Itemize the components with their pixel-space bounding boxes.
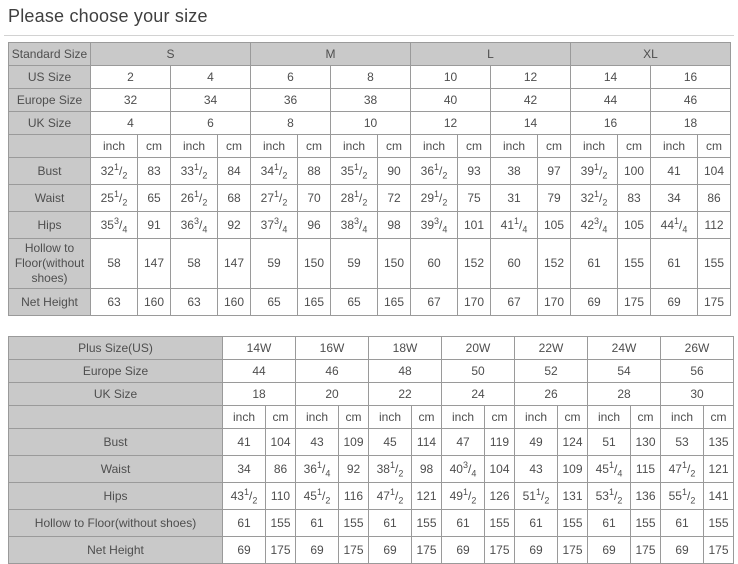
value-cell: $43^1/_2$ <box>223 483 266 510</box>
measure-row <box>9 510 734 537</box>
unit-cell: cm <box>378 135 411 158</box>
value-cell: 90 <box>378 158 411 185</box>
size-group-row <box>9 43 731 66</box>
value-cell: $44^1/_4$ <box>651 212 698 239</box>
value-cell: 104 <box>698 158 731 185</box>
value-cell: $27^1/_2$ <box>251 185 298 212</box>
plus-size-table <box>8 336 734 564</box>
measure-row <box>9 158 731 185</box>
size-cell: 2 <box>91 66 171 89</box>
value-cell: $45^1/_4$ <box>588 456 631 483</box>
unit-cell: cm <box>698 135 731 158</box>
value-cell: 155 <box>412 510 442 537</box>
value-cell: $37^3/_4$ <box>251 212 298 239</box>
value-cell: 160 <box>138 289 171 316</box>
size-group-cell: M <box>251 43 411 66</box>
value-cell: 69 <box>571 289 618 316</box>
value-cell: 53 <box>661 429 704 456</box>
value-cell: $39^3/_4$ <box>411 212 458 239</box>
value-cell: 165 <box>378 289 411 316</box>
value-cell: 61 <box>651 239 698 289</box>
unit-cell: cm <box>485 406 515 429</box>
value-cell: 51 <box>588 429 631 456</box>
value-cell: 170 <box>458 289 491 316</box>
measure-label-cell: Net Height <box>9 289 91 316</box>
size-cell: 8 <box>331 66 411 89</box>
unit-cell: cm <box>558 406 588 429</box>
value-cell: 155 <box>339 510 369 537</box>
value-cell: 34 <box>223 456 266 483</box>
value-cell: 68 <box>218 185 251 212</box>
value-cell: 69 <box>588 537 631 564</box>
value-cell: 175 <box>698 289 731 316</box>
size-group-cell: XL <box>571 43 731 66</box>
value-cell: 175 <box>485 537 515 564</box>
value-cell: $36^1/_2$ <box>411 158 458 185</box>
value-cell: 69 <box>223 537 266 564</box>
size-row <box>9 360 734 383</box>
value-cell: 109 <box>558 456 588 483</box>
value-cell: 59 <box>251 239 298 289</box>
size-cell: 8 <box>251 112 331 135</box>
row-label-cell: Plus Size(US) <box>9 337 223 360</box>
value-cell: 175 <box>558 537 588 564</box>
value-cell: 165 <box>298 289 331 316</box>
value-cell: 114 <box>412 429 442 456</box>
measure-label-cell: Bust <box>9 158 91 185</box>
value-cell: 47 <box>442 429 485 456</box>
size-cell: 16W <box>296 337 369 360</box>
value-cell: $42^3/_4$ <box>571 212 618 239</box>
size-group-cell: L <box>411 43 571 66</box>
value-cell: 86 <box>266 456 296 483</box>
value-cell: 150 <box>378 239 411 289</box>
value-cell: 92 <box>218 212 251 239</box>
value-cell: 59 <box>331 239 378 289</box>
value-cell: 155 <box>485 510 515 537</box>
value-cell: $26^1/_2$ <box>171 185 218 212</box>
size-cell: 20 <box>296 383 369 406</box>
size-cell: 6 <box>251 66 331 89</box>
unit-cell: cm <box>704 406 734 429</box>
row-label-cell: US Size <box>9 66 91 89</box>
value-cell: 175 <box>266 537 296 564</box>
unit-cell: cm <box>138 135 171 158</box>
value-cell: $47^1/_2$ <box>661 456 704 483</box>
value-cell: 69 <box>661 537 704 564</box>
unit-header-row <box>9 135 731 158</box>
size-cell: 44 <box>571 89 651 112</box>
value-cell: 130 <box>631 429 661 456</box>
value-cell: 61 <box>588 510 631 537</box>
measure-label-cell: Waist <box>9 185 91 212</box>
size-cell: 46 <box>651 89 731 112</box>
value-cell: 31 <box>491 185 538 212</box>
size-cell: 50 <box>442 360 515 383</box>
unit-row-label-cell <box>9 135 91 158</box>
value-cell: 147 <box>218 239 251 289</box>
value-cell: 93 <box>458 158 491 185</box>
size-cell: 14 <box>571 66 651 89</box>
value-cell: 60 <box>491 239 538 289</box>
size-cell: 36 <box>251 89 331 112</box>
value-cell: 86 <box>698 185 731 212</box>
page-title: Please choose your size <box>8 6 208 26</box>
value-cell: $38^3/_4$ <box>331 212 378 239</box>
value-cell: $41^1/_4$ <box>491 212 538 239</box>
value-cell: $38^1/_2$ <box>369 456 412 483</box>
unit-cell: inch <box>491 135 538 158</box>
unit-cell: inch <box>515 406 558 429</box>
unit-cell: inch <box>251 135 298 158</box>
value-cell: 175 <box>618 289 651 316</box>
value-cell: 155 <box>618 239 651 289</box>
value-cell: 58 <box>171 239 218 289</box>
row-label-cell: UK Size <box>9 383 223 406</box>
size-row <box>9 89 731 112</box>
value-cell: 63 <box>91 289 138 316</box>
measure-label-cell: Net Height <box>9 537 223 564</box>
row-label-cell: Europe Size <box>9 89 91 112</box>
value-cell: 112 <box>698 212 731 239</box>
size-cell: 32 <box>91 89 171 112</box>
size-row <box>9 337 734 360</box>
value-cell: 69 <box>515 537 558 564</box>
unit-header-row <box>9 406 734 429</box>
value-cell: 61 <box>369 510 412 537</box>
measure-label-cell: Bust <box>9 429 223 456</box>
value-cell: 175 <box>631 537 661 564</box>
size-cell: 4 <box>171 66 251 89</box>
value-cell: 63 <box>171 289 218 316</box>
value-cell: 104 <box>485 456 515 483</box>
unit-cell: inch <box>91 135 138 158</box>
value-cell: $53^1/_2$ <box>588 483 631 510</box>
size-cell: 26W <box>661 337 734 360</box>
size-cell: 20W <box>442 337 515 360</box>
value-cell: 160 <box>218 289 251 316</box>
value-cell: 136 <box>631 483 661 510</box>
value-cell: 83 <box>618 185 651 212</box>
value-cell: $36^1/_4$ <box>296 456 339 483</box>
value-cell: $36^3/_4$ <box>171 212 218 239</box>
value-cell: $40^3/_4$ <box>442 456 485 483</box>
value-cell: 61 <box>571 239 618 289</box>
value-cell: 61 <box>223 510 266 537</box>
measure-row <box>9 239 731 289</box>
value-cell: 65 <box>251 289 298 316</box>
value-cell: 170 <box>538 289 571 316</box>
value-cell: 155 <box>698 239 731 289</box>
value-cell: $32^1/_2$ <box>571 185 618 212</box>
value-cell: 69 <box>651 289 698 316</box>
value-cell: 91 <box>138 212 171 239</box>
row-label-cell: UK Size <box>9 112 91 135</box>
size-cell: 44 <box>223 360 296 383</box>
value-cell: 101 <box>458 212 491 239</box>
value-cell: $39^1/_2$ <box>571 158 618 185</box>
measure-row <box>9 456 734 483</box>
value-cell: 92 <box>339 456 369 483</box>
size-cell: 46 <box>296 360 369 383</box>
unit-cell: inch <box>223 406 266 429</box>
measure-row <box>9 212 731 239</box>
size-row <box>9 112 731 135</box>
value-cell: 45 <box>369 429 412 456</box>
value-cell: $33^1/_2$ <box>171 158 218 185</box>
value-cell: $51^1/_2$ <box>515 483 558 510</box>
unit-cell: cm <box>266 406 296 429</box>
unit-cell: cm <box>538 135 571 158</box>
value-cell: 109 <box>339 429 369 456</box>
value-cell: 147 <box>138 239 171 289</box>
unit-cell: cm <box>218 135 251 158</box>
measure-row <box>9 185 731 212</box>
size-cell: 14 <box>491 112 571 135</box>
title-divider <box>4 35 734 36</box>
measure-row <box>9 483 734 510</box>
value-cell: 58 <box>91 239 138 289</box>
value-cell: 110 <box>266 483 296 510</box>
value-cell: 100 <box>618 158 651 185</box>
measure-row <box>9 537 734 564</box>
value-cell: 61 <box>661 510 704 537</box>
value-cell: $45^1/_2$ <box>296 483 339 510</box>
measure-row <box>9 429 734 456</box>
standard-size-table-body <box>9 43 731 316</box>
size-cell: 28 <box>588 383 661 406</box>
value-cell: 116 <box>339 483 369 510</box>
value-cell: $34^1/_2$ <box>251 158 298 185</box>
size-cell: 10 <box>331 112 411 135</box>
unit-cell: inch <box>411 135 458 158</box>
value-cell: 60 <box>411 239 458 289</box>
value-cell: 84 <box>218 158 251 185</box>
size-cell: 26 <box>515 383 588 406</box>
unit-cell: cm <box>298 135 331 158</box>
value-cell: 126 <box>485 483 515 510</box>
unit-cell: inch <box>296 406 339 429</box>
value-cell: $55^1/_2$ <box>661 483 704 510</box>
value-cell: $29^1/_2$ <box>411 185 458 212</box>
value-cell: 104 <box>266 429 296 456</box>
value-cell: 69 <box>296 537 339 564</box>
value-cell: $49^1/_2$ <box>442 483 485 510</box>
unit-cell: inch <box>588 406 631 429</box>
value-cell: 43 <box>515 456 558 483</box>
value-cell: 152 <box>538 239 571 289</box>
plus-size-table-body <box>9 337 734 564</box>
value-cell: 121 <box>704 456 734 483</box>
size-cell: 22 <box>369 383 442 406</box>
measure-label-cell: Hips <box>9 483 223 510</box>
value-cell: 61 <box>515 510 558 537</box>
value-cell: 88 <box>298 158 331 185</box>
value-cell: $47^1/_2$ <box>369 483 412 510</box>
value-cell: 72 <box>378 185 411 212</box>
value-cell: 121 <box>412 483 442 510</box>
size-cell: 40 <box>411 89 491 112</box>
value-cell: 83 <box>138 158 171 185</box>
unit-cell: cm <box>339 406 369 429</box>
unit-cell: inch <box>331 135 378 158</box>
value-cell: 67 <box>411 289 458 316</box>
size-cell: 42 <box>491 89 571 112</box>
size-cell: 16 <box>651 66 731 89</box>
unit-cell: cm <box>458 135 491 158</box>
value-cell: 105 <box>618 212 651 239</box>
value-cell: 105 <box>538 212 571 239</box>
value-cell: 97 <box>538 158 571 185</box>
value-cell: $28^1/_2$ <box>331 185 378 212</box>
measure-label-cell: Hollow to Floor(without shoes) <box>9 510 223 537</box>
value-cell: 155 <box>704 510 734 537</box>
value-cell: 61 <box>296 510 339 537</box>
value-cell: 41 <box>223 429 266 456</box>
value-cell: 115 <box>631 456 661 483</box>
size-cell: 24W <box>588 337 661 360</box>
value-cell: 119 <box>485 429 515 456</box>
row-label-cell: Europe Size <box>9 360 223 383</box>
value-cell: 67 <box>491 289 538 316</box>
size-cell: 30 <box>661 383 734 406</box>
value-cell: 70 <box>298 185 331 212</box>
value-cell: 155 <box>266 510 296 537</box>
unit-cell: inch <box>369 406 412 429</box>
size-cell: 18 <box>651 112 731 135</box>
value-cell: 124 <box>558 429 588 456</box>
unit-cell: cm <box>412 406 442 429</box>
unit-cell: cm <box>618 135 651 158</box>
value-cell: 131 <box>558 483 588 510</box>
size-cell: 18W <box>369 337 442 360</box>
value-cell: 69 <box>369 537 412 564</box>
size-cell: 14W <box>223 337 296 360</box>
value-cell: $35^3/_4$ <box>91 212 138 239</box>
size-cell: 48 <box>369 360 442 383</box>
group-row-label-cell: Standard Size <box>9 43 91 66</box>
unit-row-label-cell <box>9 406 223 429</box>
value-cell: 175 <box>339 537 369 564</box>
value-cell: 141 <box>704 483 734 510</box>
value-cell: $25^1/_2$ <box>91 185 138 212</box>
value-cell: 152 <box>458 239 491 289</box>
measure-label-cell: Hips <box>9 212 91 239</box>
unit-cell: inch <box>171 135 218 158</box>
size-group-cell: S <box>91 43 251 66</box>
value-cell: 135 <box>704 429 734 456</box>
value-cell: $32^1/_2$ <box>91 158 138 185</box>
size-cell: 12 <box>411 112 491 135</box>
value-cell: 150 <box>298 239 331 289</box>
size-cell: 18 <box>223 383 296 406</box>
unit-cell: inch <box>661 406 704 429</box>
size-cell: 56 <box>661 360 734 383</box>
value-cell: 65 <box>138 185 171 212</box>
value-cell: 65 <box>331 289 378 316</box>
value-cell: 41 <box>651 158 698 185</box>
value-cell: 75 <box>458 185 491 212</box>
measure-label-cell: Waist <box>9 456 223 483</box>
unit-cell: cm <box>631 406 661 429</box>
size-cell: 34 <box>171 89 251 112</box>
size-row <box>9 383 734 406</box>
value-cell: 79 <box>538 185 571 212</box>
value-cell: 69 <box>442 537 485 564</box>
size-row <box>9 66 731 89</box>
value-cell: 98 <box>378 212 411 239</box>
size-cell: 6 <box>171 112 251 135</box>
value-cell: 61 <box>442 510 485 537</box>
value-cell: $35^1/_2$ <box>331 158 378 185</box>
unit-cell: inch <box>571 135 618 158</box>
value-cell: 38 <box>491 158 538 185</box>
size-cell: 10 <box>411 66 491 89</box>
size-cell: 38 <box>331 89 411 112</box>
size-cell: 54 <box>588 360 661 383</box>
value-cell: 155 <box>558 510 588 537</box>
measure-label-cell: Hollow to Floor(without shoes) <box>9 239 91 289</box>
size-cell: 52 <box>515 360 588 383</box>
value-cell: 98 <box>412 456 442 483</box>
unit-cell: inch <box>651 135 698 158</box>
value-cell: 43 <box>296 429 339 456</box>
size-cell: 12 <box>491 66 571 89</box>
value-cell: 175 <box>412 537 442 564</box>
size-cell: 16 <box>571 112 651 135</box>
standard-size-table <box>8 42 731 316</box>
value-cell: 49 <box>515 429 558 456</box>
size-cell: 4 <box>91 112 171 135</box>
value-cell: 175 <box>704 537 734 564</box>
size-cell: 22W <box>515 337 588 360</box>
unit-cell: inch <box>442 406 485 429</box>
value-cell: 34 <box>651 185 698 212</box>
value-cell: 155 <box>631 510 661 537</box>
measure-row <box>9 289 731 316</box>
value-cell: 96 <box>298 212 331 239</box>
size-cell: 24 <box>442 383 515 406</box>
